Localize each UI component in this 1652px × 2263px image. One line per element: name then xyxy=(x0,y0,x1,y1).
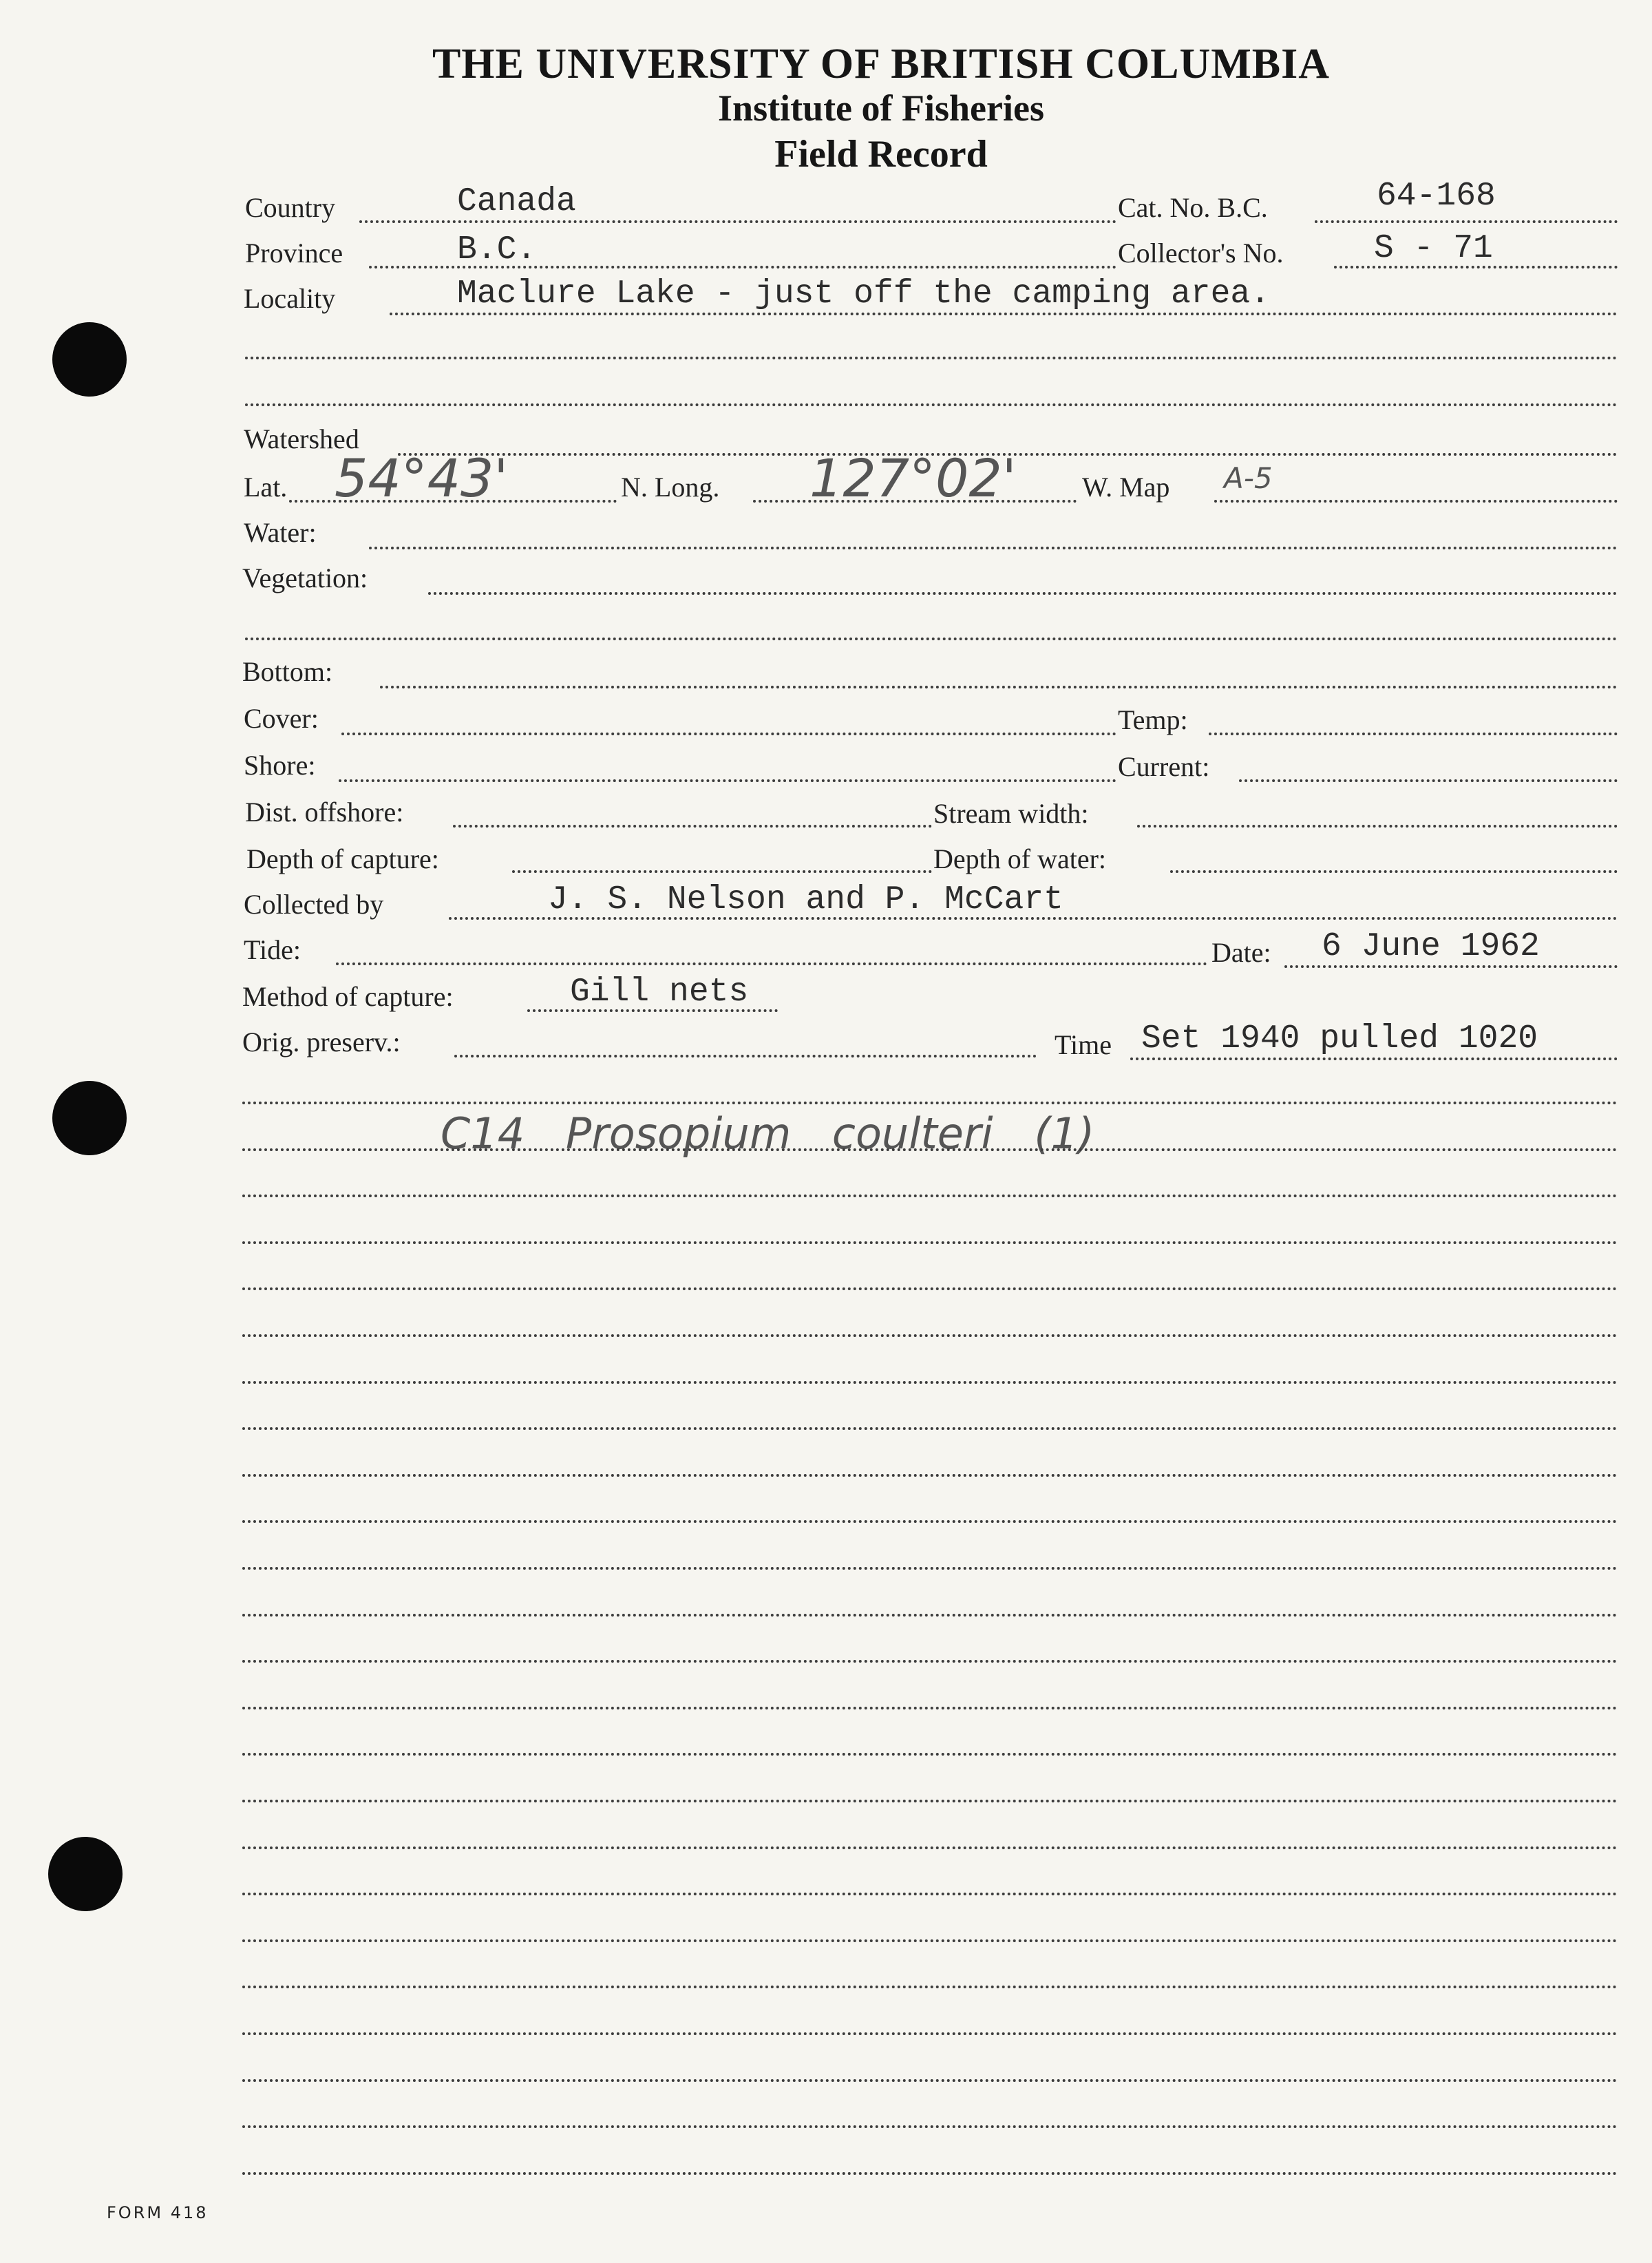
province-value: B.C. xyxy=(457,231,537,269)
time-label: Time xyxy=(1055,1029,1112,1060)
date-value: 6 June 1962 xyxy=(1322,928,1540,965)
ruled-line xyxy=(242,1241,1618,1244)
ruled-line xyxy=(242,1102,1618,1104)
collected-by-value: J. S. Nelson and P. McCart xyxy=(548,881,1063,918)
watershed-label: Watershed xyxy=(244,423,359,454)
ruled-line xyxy=(242,2172,1618,2175)
vegetation-label: Vegetation: xyxy=(242,562,368,593)
vegetation-line xyxy=(428,592,1618,595)
punch-hole-top xyxy=(52,322,127,397)
country-value: Canada xyxy=(457,183,576,220)
stream-width-line xyxy=(1137,825,1618,828)
shore-line xyxy=(339,779,1116,782)
ruled-line xyxy=(242,1334,1618,1337)
depth-water-label: Depth of water: xyxy=(933,843,1107,874)
ruled-line xyxy=(242,1939,1618,1942)
locality-value: Maclure Lake - just off the camping area. xyxy=(457,275,1270,313)
punch-hole-bottom xyxy=(48,1837,123,1911)
ruled-line xyxy=(242,1567,1618,1570)
ruled-line xyxy=(242,1474,1618,1477)
bottom-label: Bottom: xyxy=(242,656,333,687)
form-number: FORM 418 xyxy=(107,2203,209,2222)
method-label: Method of capture: xyxy=(242,981,454,1012)
depth-capture-label: Depth of capture: xyxy=(246,843,439,874)
tide-line xyxy=(336,962,1207,965)
orig-preserv-label: Orig. preserv.: xyxy=(242,1027,401,1057)
current-line xyxy=(1239,779,1618,782)
ruled-line xyxy=(242,2079,1618,2082)
ruled-line xyxy=(242,2032,1618,2035)
ruled-line xyxy=(242,2125,1618,2128)
w-map-label: W. Map xyxy=(1082,472,1170,503)
ruled-line xyxy=(242,1846,1618,1849)
bottom-line xyxy=(380,686,1618,688)
specimen-note: C14 Prosopium coulteri (1) xyxy=(441,1108,1095,1159)
ruled-line xyxy=(242,1520,1618,1523)
long-value: 127°02' xyxy=(809,448,1017,509)
cat-no-label: Cat. No. B.C. xyxy=(1118,192,1268,223)
collected-by-label: Collected by xyxy=(244,889,384,920)
n-long-label: N. Long. xyxy=(621,472,720,503)
cat-no-value: 64-168 xyxy=(1377,178,1496,215)
stream-width-label: Stream width: xyxy=(933,798,1089,829)
map-value: A-5 xyxy=(1224,461,1273,495)
ruled-line xyxy=(242,1707,1618,1709)
locality-label: Locality xyxy=(244,283,336,314)
ruled-line xyxy=(242,1753,1618,1756)
depth-capture-line xyxy=(512,870,932,873)
collectors-no-label: Collector's No. xyxy=(1118,238,1284,269)
country-label: Country xyxy=(245,192,336,223)
locality-line-2 xyxy=(245,357,1618,359)
punch-hole-middle xyxy=(52,1081,127,1155)
shore-label: Shore: xyxy=(244,750,316,781)
map-line xyxy=(1214,500,1618,503)
depth-water-line xyxy=(1170,870,1618,873)
ruled-line xyxy=(242,1893,1618,1895)
date-label: Date: xyxy=(1211,937,1271,968)
lat-value: 54°43' xyxy=(335,448,509,509)
orig-preserv-line xyxy=(454,1055,1037,1057)
lat-label: Lat. xyxy=(244,472,288,503)
current-label: Current: xyxy=(1118,751,1210,782)
institute-title: Institute of Fisheries xyxy=(718,87,1044,129)
collectors-no-value: S - 71 xyxy=(1374,230,1493,267)
ruled-line xyxy=(242,1427,1618,1430)
locality-line-3 xyxy=(245,403,1618,406)
temp-label: Temp: xyxy=(1118,704,1188,735)
cover-line xyxy=(341,733,1116,735)
ruled-line xyxy=(242,1800,1618,1802)
ruled-line xyxy=(242,1194,1618,1197)
vegetation-line-2 xyxy=(245,638,1618,640)
ruled-line xyxy=(242,1381,1618,1384)
dist-offshore-line xyxy=(453,825,932,828)
ruled-line xyxy=(242,1287,1618,1290)
ruled-line xyxy=(242,1986,1618,1988)
water-label: Water: xyxy=(244,517,317,548)
university-title: THE UNIVERSITY OF BRITISH COLUMBIA xyxy=(432,41,1331,87)
dist-offshore-label: Dist. offshore: xyxy=(245,797,404,828)
record-title: Field Record xyxy=(774,133,988,176)
water-line xyxy=(369,547,1618,549)
province-label: Province xyxy=(245,238,343,269)
ruled-line xyxy=(242,1148,1618,1151)
ruled-line xyxy=(242,1660,1618,1663)
method-value: Gill nets xyxy=(570,973,749,1011)
time-value: Set 1940 pulled 1020 xyxy=(1141,1020,1538,1057)
temp-line xyxy=(1209,733,1618,735)
cover-label: Cover: xyxy=(244,703,319,734)
tide-label: Tide: xyxy=(244,934,301,965)
ruled-line xyxy=(242,1614,1618,1617)
